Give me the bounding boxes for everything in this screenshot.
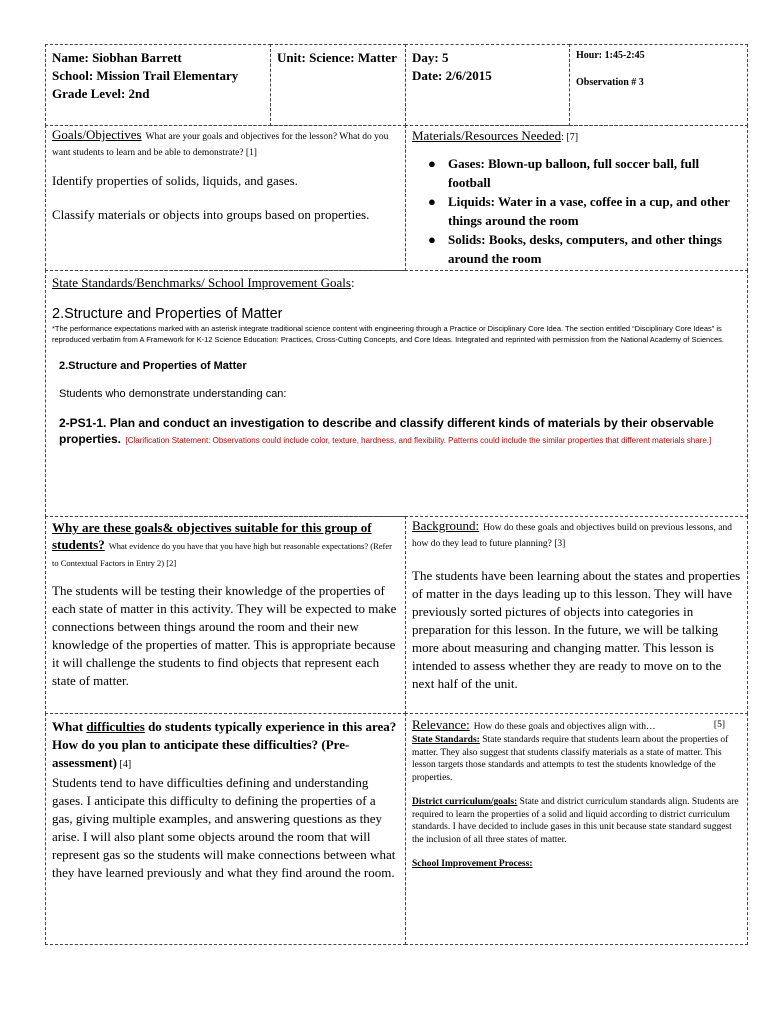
state-standards-body: State standards require that students learn about the properties of matter. They also suggest that students classify materials as a state of matter. This lesson targets those standards and attempts to test the students knowledge of the properties. (412, 735, 729, 783)
background-heading: Background: (412, 518, 480, 533)
relevance-prompt: How do these goals and objectives align with… (473, 722, 656, 732)
background-cell (405, 516, 748, 714)
school-name: School: Mission Trail Elementary (52, 68, 239, 83)
standards-subtitle: 2.Structure and Properties of Matter (59, 360, 247, 372)
goals-cell (45, 125, 406, 271)
unit-label: Unit: Science: Matter (277, 50, 397, 65)
difficulties-heading-keyword: difficulties (86, 719, 145, 734)
header-name-cell (45, 44, 271, 126)
hour-label: Hour: 1:45-2:45 (576, 50, 645, 61)
relevance-cell (405, 713, 748, 945)
bullet-icon: ● (428, 156, 436, 171)
materials-item-solids: ● Solids: Books, desks, computers, and other things around the room (428, 232, 722, 266)
goal-line-1: Identify properties of solids, liquids, and gases. (52, 173, 298, 188)
observation-label: Observation # 3 (576, 77, 644, 88)
clarification-statement: [Clarification Statement: Observations could include color, texture, hardness, and flexibility. Patterns could include the similar properties that different materials share.] (125, 436, 712, 445)
why-heading: Why are these goals& objectives suitable for this group of students? (52, 520, 372, 552)
header-unit-cell (270, 44, 406, 126)
why-cell (45, 516, 406, 714)
grade-level: Grade Level: 2nd (52, 86, 150, 101)
background-prompt: How do these goals and objectives build on previous lessons, and how do they lead to future planning? [3] (412, 523, 732, 549)
materials-ref: : [7] (561, 132, 579, 143)
materials-heading: Materials/Resources Needed (412, 128, 562, 143)
district-curriculum-body: State and district curriculum standards align. Students are required to learn the properties of a solid and liquid according to district curriculum standards. I have decided to include gases in this unit because state standard suggest the inclusion of all three states of matter. (412, 797, 739, 845)
why-prompt: What evidence do you have that you have high but reasonable expectations? (Refer to Contextual Factors in Entry 2) [2] (52, 541, 392, 568)
difficulties-body: Students tend to have difficulties defining and understanding gases. I anticipate this difficulty to defining the properties of a gas, giving multiple examples, and answering questions as they arise. I will also plant some objects around the room that will represent gas so the students will make connections between what they have learned previously and what they find around the room. (52, 775, 396, 880)
difficulties-cell (45, 713, 406, 945)
materials-list (412, 154, 741, 268)
bullet-icon: ● (428, 194, 436, 209)
why-body: The students will be testing their knowledge of the properties of each state of matter in this activity. They will be expected to make connections between things around the room and their new knowledge of the properties of matter. This is appropriate because it will challenge the students to find objects that represent each state of matter. (52, 583, 397, 688)
materials-cell (405, 125, 748, 271)
goals-heading: Goals/Objectives (52, 127, 142, 142)
header-hour-cell (569, 44, 748, 126)
goals-prompt: What are your goals and objectives for the lesson? What do you want students to learn and be able to demonstrate? [1] (52, 132, 389, 158)
difficulties-ref: [4] (117, 759, 132, 770)
school-improvement-label: School Improvement Process: (412, 859, 533, 869)
teacher-name: Name: Siobhan Barrett (52, 50, 182, 65)
materials-item-gases: ● Gases: Blown-up balloon, full soccer ball, full football (428, 156, 700, 190)
standards-colon: : (350, 275, 355, 290)
standards-title: 2.Structure and Properties of Matter (52, 306, 283, 322)
district-curriculum-label: District curriculum/goals: (412, 797, 518, 807)
background-body: The students have been learning about the states and properties of matter in the days leading up to this lesson. They will have previously sorted pictures of objects into categories in preparation for this lesson. In the future, we will be talking more about measuring and changing matter. This lesson is intended to assess whether they are ready to move on to the next half of the unit. (412, 568, 741, 691)
difficulties-heading-pre: What (52, 719, 87, 734)
difficulties-heading-post: do students typically experience in this area? How do you plan to anticipate these difficulties? (Pre-assessment) (52, 719, 397, 770)
performance-expectation: 2-PS1-1. Plan and conduct an investigation to describe and classify different kinds of materials by their observable properties. (59, 416, 714, 446)
relevance-heading: Relevance: (412, 717, 470, 732)
standards-heading: State Standards/Benchmarks/ School Improvement Goals (52, 275, 351, 290)
relevance-ref: [5] (713, 720, 725, 730)
materials-item-liquids: ● Liquids: Water in a vase, coffee in a cup, and other things around the room (428, 194, 730, 228)
bullet-icon: ● (428, 232, 436, 247)
date-label: Date: 2/6/2015 (412, 68, 492, 83)
standards-students: Students who demonstrate understanding can: (59, 388, 287, 400)
header-date-cell (405, 44, 570, 126)
goal-line-2: Classify materials or objects into groups based on properties. (52, 207, 370, 222)
state-standards-label: State Standards: (412, 735, 480, 745)
standards-note: *The performance expectations marked with an asterisk integrate traditional science content with engineering through a Practice or Disciplinary Core Idea. The section entitled “Disciplinary Core Ideas” is reproduced verbatim from A Framework for K-12 Science Education: Practices, Cross-Cutting Concepts, and Core Ideas. Integrated and reprinted with permission from the National Academy of Sciences. (52, 324, 724, 344)
standards-cell (45, 270, 748, 517)
day-label: Day: 5 (412, 50, 449, 65)
